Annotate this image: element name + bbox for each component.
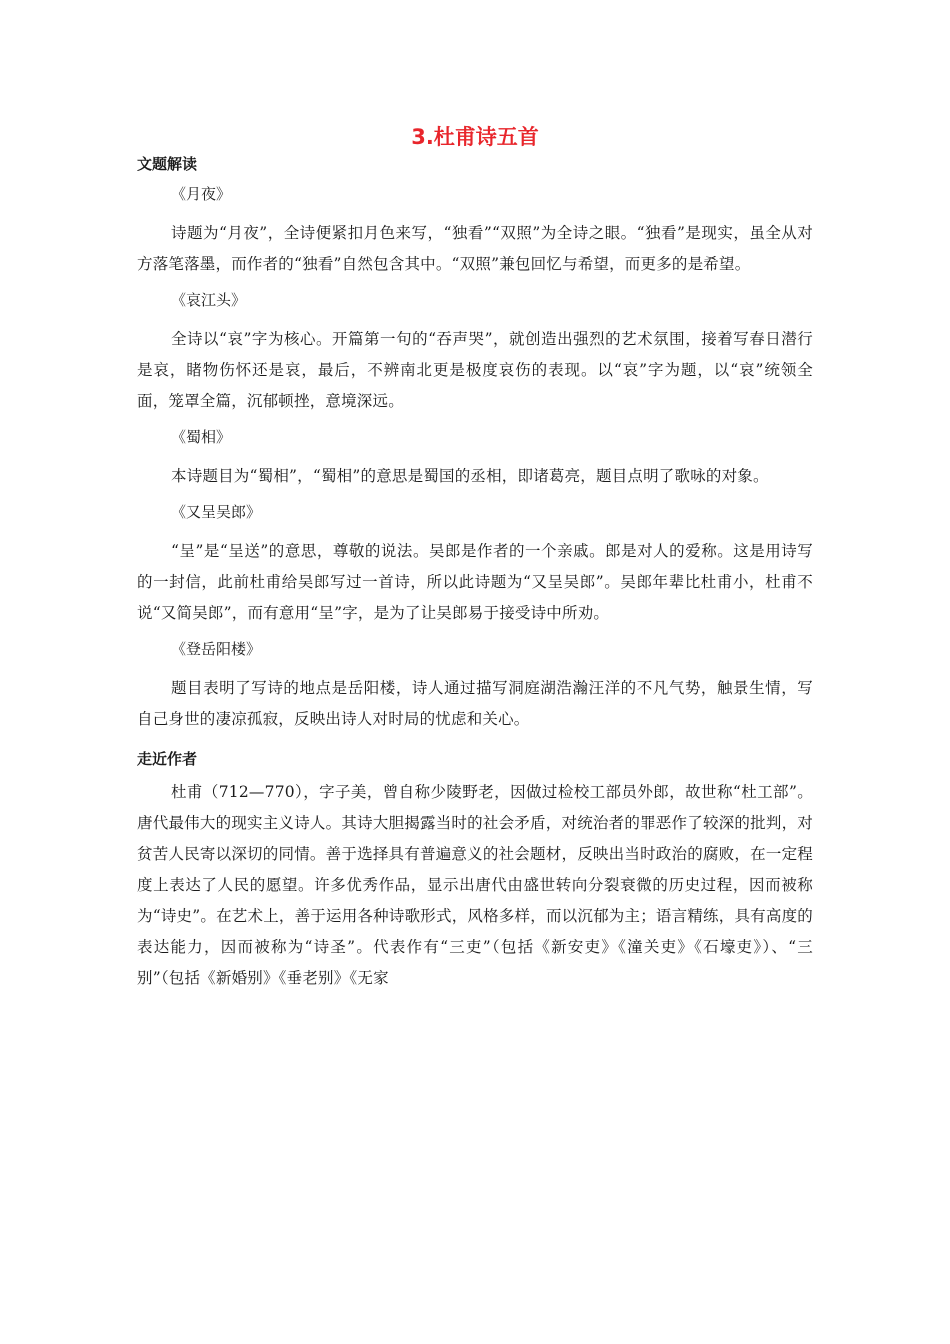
- poem-description: 诗题为“月夜”，全诗便紧扣月色来写，“独看”“双照”为全诗之眼。“独看”是现实，虽全从对方落笔落墨，而作者的“独看”自然包含其中。“双照”兼包回忆与希望，而更多的是希望。: [137, 224, 813, 273]
- section-heading-interpretation: 文题解读: [137, 155, 198, 173]
- poem-description: “呈”是“呈送”的意思，尊敬的说法。吴郎是作者的一个亲戚。郎是对人的爱称。这是用诗写的一封信，此前杜甫给吴郎写过一首诗，所以此诗题为“又呈吴郎”。吴郎年辈比杜甫小，杜甫不说“又简吴郎”，而有意用“呈”字，是为了让吴郎易于接受诗中所劝。: [137, 542, 813, 622]
- poem-title: 《又呈吴郎》: [171, 503, 262, 521]
- poem-title: 《蜀相》: [171, 428, 232, 446]
- section-heading-author: 走近作者: [137, 750, 198, 768]
- poem-title: 《登岳阳楼》: [171, 640, 262, 658]
- document-page: [137, 122, 813, 994]
- poem-title: 《哀江头》: [171, 291, 247, 309]
- poem-title: 《月夜》: [171, 185, 232, 203]
- poem-description: 本诗题目为“蜀相”，“蜀相”的意思是蜀国的丞相，即诸葛亮，题目点明了歌咏的对象。: [171, 467, 769, 485]
- author-description: 杜甫（712—770），字子美，曾自称少陵野老，因做过检校工部员外郎，故世称“杜工部”。唐代最伟大的现实主义诗人。其诗大胆揭露当时的社会矛盾，对统治者的罪恶作了较深的批判，对贫苦人民寄以深切的同情。善于选择具有普遍意义的社会题材，反映出当时政治的腐败，在一定程度上表达了人民的愿望。许多优秀作品，显示出唐代由盛世转向分裂衰微的历史过程，因而被称为“诗史”。在艺术上，善于运用各种诗歌形式，风格多样，而以沉郁为主；语言精练，具有高度的表达能力，因而被称为“诗圣”。代表作有“三吏”（包括《新安吏》《潼关吏》《石壕吏》）、“三别”（包括《新婚别》《垂老别》《无家: [137, 783, 813, 987]
- document-title: 3.杜甫诗五首: [411, 125, 539, 149]
- poem-description: 题目表明了写诗的地点是岳阳楼，诗人通过描写洞庭湖浩瀚汪洋的不凡气势，触景生情，写自己身世的凄凉孤寂，反映出诗人对时局的忧虑和关心。: [137, 679, 813, 728]
- poem-description: 全诗以“哀”字为核心。开篇第一句的“吞声哭”，就创造出强烈的艺术氛围，接着写春日潜行是哀，睹物伤怀还是哀，最后，不辨南北更是极度哀伤的表现。以“哀”字为题，以“哀”统领全面，笼罩全篇，沉郁顿挫，意境深远。: [137, 330, 813, 410]
